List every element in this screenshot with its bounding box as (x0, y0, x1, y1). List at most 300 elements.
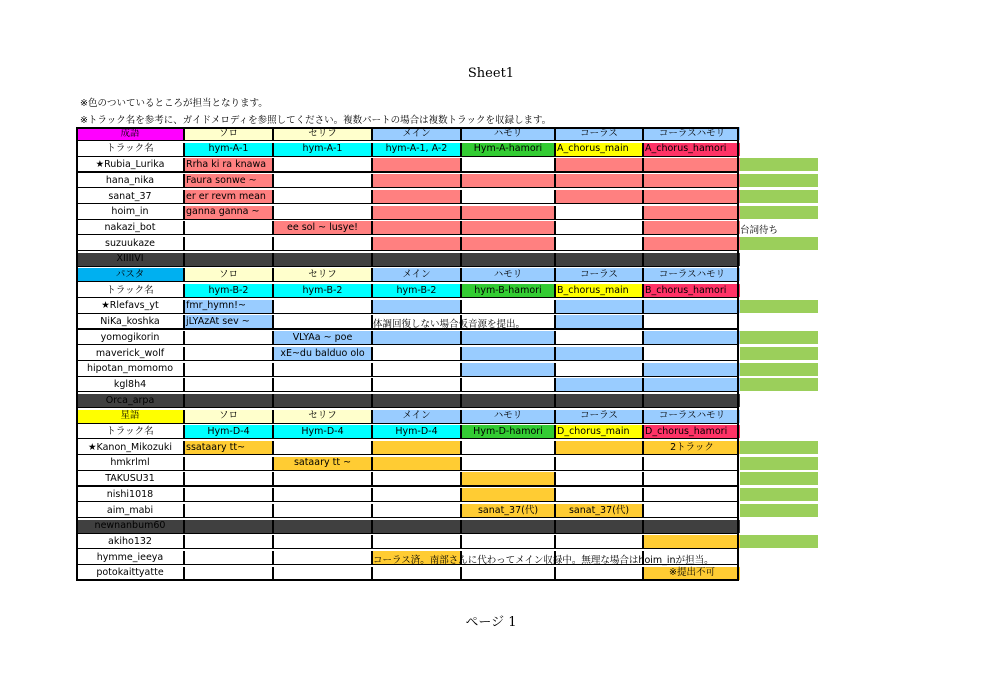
assignment-cell (462, 488, 554, 501)
section-name-text: 成語 (120, 127, 140, 139)
assignment-cell (462, 363, 554, 376)
assignment-cell (644, 441, 740, 454)
member-name-text: yomogikorin (100, 331, 160, 343)
assignment-cell (556, 363, 642, 376)
track-name-text: Hym-D-4 (207, 426, 250, 438)
track-name-text: hym-B-2 (302, 284, 343, 296)
column-header (373, 410, 460, 423)
assignment-cell (185, 206, 272, 219)
track-name-text: A_chorus_hamori (645, 143, 727, 155)
member-row (76, 441, 739, 455)
member-row (76, 315, 739, 329)
column-header-text: ハモリ (493, 127, 523, 139)
track-name-text: hym-B-2 (396, 284, 437, 296)
page-title: Sheet1 (467, 66, 515, 81)
assignment-cell (556, 315, 642, 328)
track-name-row (76, 425, 739, 439)
track-name (274, 284, 371, 297)
member-name-text: hmkrlml (110, 457, 150, 469)
assignment-cell-text: xE~du balduo olo (280, 347, 365, 359)
extra-column-fill (740, 472, 818, 485)
closing-cell (373, 253, 460, 266)
assignment-cell (373, 174, 460, 187)
member-row (76, 300, 739, 314)
column-header (644, 410, 740, 423)
assignment-cell (644, 331, 740, 344)
column-header (274, 410, 371, 423)
assignment-cell (373, 221, 460, 234)
member-name-text: akiho132 (108, 535, 152, 547)
assignment-cell (644, 567, 740, 580)
closing-name (77, 253, 183, 266)
assignment-cell (185, 504, 272, 517)
column-header (274, 127, 371, 140)
column-header (462, 127, 554, 140)
member-name (77, 237, 183, 250)
member-name-text: kgl8h4 (113, 378, 147, 390)
member-name (77, 472, 183, 485)
extra-column-fill (740, 331, 818, 344)
track-name (462, 143, 554, 156)
assignment-cell (644, 206, 740, 219)
column-header (556, 127, 642, 140)
assignment-cell (185, 378, 272, 391)
assignment-cell (274, 488, 371, 501)
member-row (76, 331, 739, 345)
member-name-text: newnanbum60 (94, 520, 166, 532)
assignment-cell (373, 520, 460, 533)
assignment-cell-text: sanat_37(代) (568, 504, 630, 516)
closing-name (77, 394, 183, 407)
member-row (76, 237, 739, 251)
assignment-cell (274, 190, 371, 203)
assignment-cell (556, 457, 642, 470)
member-row (76, 174, 739, 188)
closing-cell (185, 253, 272, 266)
assignment-cell (462, 221, 554, 234)
column-header-text: セリフ (308, 269, 337, 281)
assignment-cell (373, 237, 460, 250)
assignment-cell (274, 504, 371, 517)
closing-row (76, 253, 739, 267)
track-name-text: D_chorus_main (557, 426, 630, 438)
extra-column-fill (740, 488, 818, 501)
column-header-text: ハモリ (493, 269, 523, 281)
assignment-cell (556, 221, 642, 234)
assignment-cell (462, 300, 554, 313)
assignment-cell (556, 206, 642, 219)
track-name (644, 425, 740, 438)
extra-column-fill (740, 378, 818, 391)
member-row (76, 488, 739, 502)
assignment-cell-text: sanat_37(代) (477, 504, 539, 516)
assignment-cell (274, 457, 371, 470)
assignment-cell (462, 190, 554, 203)
assignment-cell (556, 520, 642, 533)
closing-cell (556, 253, 642, 266)
track-name (373, 143, 460, 156)
track-name (373, 284, 460, 297)
assignment-cell (462, 441, 554, 454)
track-name (644, 284, 740, 297)
assignment-cell (644, 472, 740, 485)
member-row (76, 206, 739, 220)
member-name (77, 300, 183, 313)
member-row (76, 567, 739, 581)
track-label (77, 143, 183, 156)
assignment-cell (274, 535, 371, 548)
assignment-cell (644, 158, 740, 171)
assignment-cell (556, 190, 642, 203)
member-name (77, 504, 183, 517)
closing-cell (644, 394, 740, 407)
assignment-cell (185, 315, 272, 328)
extra-column-fill (740, 300, 818, 313)
assignment-cell-text: ※提出不可 (669, 567, 715, 579)
member-row (76, 221, 779, 237)
section-name (77, 410, 183, 423)
assignment-cell (185, 237, 272, 250)
extra-column-fill (740, 174, 818, 187)
assignment-cell (274, 300, 371, 313)
assignment-cell-text: Rrha ki ra knawa (186, 159, 267, 171)
assignment-cell (644, 457, 740, 470)
assignment-cell (373, 488, 460, 501)
assignment-cell-text: fmr_hymn!~ (186, 300, 246, 312)
track-name-text: A_chorus_main (557, 143, 629, 155)
assignment-cell (185, 363, 272, 376)
member-name-text: aim_mabi (106, 504, 154, 516)
member-name (77, 535, 183, 548)
assignment-cell (185, 174, 272, 187)
assignment-cell (556, 535, 642, 548)
section-header-row (76, 268, 739, 282)
column-header (556, 268, 642, 281)
track-name-text: Hym-A-hamori (473, 143, 543, 155)
column-header-text: メイン (402, 269, 431, 281)
member-name-text: TAKUSU31 (105, 473, 155, 485)
assignment-cell (274, 441, 371, 454)
track-name (373, 425, 460, 438)
assignment-cell (185, 488, 272, 501)
assignment-cell (644, 174, 740, 187)
column-header (185, 410, 272, 423)
track-label-text: トラック名 (106, 143, 154, 155)
track-name-text: Hym-D-hamori (473, 426, 543, 438)
assignment-cell (462, 504, 554, 517)
assignment-cell (556, 504, 642, 517)
assignment-cell (274, 378, 371, 391)
member-row (76, 158, 739, 172)
column-header (462, 410, 554, 423)
member-name (77, 363, 183, 376)
member-name-text: nishi1018 (106, 488, 154, 500)
extra-column-fill (740, 158, 818, 171)
assignment-cell (556, 300, 642, 313)
column-header-text: ハモリ (493, 410, 523, 422)
assignment-cell (185, 300, 272, 313)
column-header (556, 410, 642, 423)
column-header-text: コーラス (580, 410, 618, 422)
closing-cell (462, 253, 554, 266)
assignment-cell (556, 237, 642, 250)
member-row (76, 190, 739, 204)
track-name (462, 425, 554, 438)
member-name (77, 158, 183, 171)
assignment-cell-text: Faura sonwe ~ (186, 174, 257, 186)
assignment-cell (644, 190, 740, 203)
member-name (77, 174, 183, 187)
assignment-cell (462, 457, 554, 470)
member-name-text: hoim_in (111, 206, 149, 218)
note-line-1: ※色のついているところが担当となります。 (80, 98, 268, 109)
track-name-text: hym-A-1 (302, 143, 343, 155)
extra-column-fill (740, 504, 818, 517)
column-header-text: セリフ (308, 410, 337, 422)
assignment-cell (274, 347, 371, 360)
assignment-cell (185, 472, 272, 485)
assignment-cell (185, 551, 272, 564)
extra-column-fill (740, 206, 818, 219)
extra-column-fill (740, 190, 818, 203)
assignment-cell (373, 378, 460, 391)
track-name (556, 425, 642, 438)
member-name-text: hymme_ieeya (96, 551, 164, 563)
member-row (76, 504, 739, 518)
assignment-cell (274, 551, 371, 564)
track-name-text: B_chorus_hamori (645, 284, 727, 296)
track-name (185, 143, 272, 156)
assignment-cell (462, 535, 554, 548)
section-name-text: 星語 (120, 410, 140, 422)
track-label-text: トラック名 (106, 426, 154, 438)
closing-name-text: Orca_arpa (105, 394, 155, 406)
closing-cell (644, 253, 740, 266)
assignment-cell (644, 300, 740, 313)
track-name-text: hym-A-1, A-2 (385, 143, 448, 155)
member-name-text: ★Kanon_Mikozuki (88, 441, 172, 453)
assignment-cell (185, 520, 272, 533)
member-name (77, 551, 183, 564)
member-name (77, 347, 183, 360)
member-name (77, 488, 183, 501)
extra-column-fill (740, 441, 818, 454)
assignment-cell (274, 237, 371, 250)
assignment-cell (185, 441, 272, 454)
member-row (76, 551, 739, 565)
assignment-cell (274, 206, 371, 219)
assignment-cell (644, 535, 740, 548)
assignment-cell (556, 347, 642, 360)
member-row (76, 363, 739, 377)
assignment-cell (556, 378, 642, 391)
assignment-cell (373, 206, 460, 219)
member-row (76, 472, 739, 486)
assignment-cell (644, 488, 740, 501)
member-name-text: sanat_37 (108, 190, 152, 202)
assignment-cell (556, 441, 642, 454)
member-name-text: NiKa_koshka (100, 316, 160, 328)
assignment-cell (274, 472, 371, 485)
member-name-text: maverick_wolf (95, 347, 165, 359)
track-name-row (76, 284, 739, 298)
assignment-cell (373, 190, 460, 203)
assignment-cell (373, 504, 460, 517)
assignment-cell (373, 158, 460, 171)
assignment-cell (644, 347, 740, 360)
track-name-text: hym-B-hamori (474, 284, 542, 296)
member-name-text: hana_nika (105, 174, 155, 186)
assignment-cell-text: jLYAzAt sev ~ (186, 316, 250, 328)
assignment-cell (373, 457, 460, 470)
extra-column-fill (740, 363, 818, 376)
closing-cell (274, 253, 371, 266)
track-name-text: B_chorus_main (557, 284, 629, 296)
track-name (556, 143, 642, 156)
assignment-cell-text: ssataary tt~ (186, 441, 246, 453)
track-name (556, 284, 642, 297)
column-header-text: コーラスハモリ (658, 127, 726, 139)
assignment-cell (185, 331, 272, 344)
assignment-cell-text: ee sol ~ lusye! (287, 221, 358, 233)
assignment-cell (644, 237, 740, 250)
assignment-cell (274, 331, 371, 344)
assignment-cell (274, 363, 371, 376)
column-header (462, 268, 554, 281)
assignment-cell (462, 331, 554, 344)
track-name-text: Hym-D-4 (301, 426, 344, 438)
member-name (77, 441, 183, 454)
track-label (77, 425, 183, 438)
assignment-cell (462, 378, 554, 391)
track-label-text: トラック名 (106, 284, 154, 296)
side-note: 台詞待ち (740, 225, 779, 237)
member-name-text: potokaittyatte (96, 567, 164, 579)
note-line-2: ※トラック名を参考に、ガイドメロディを参照してください。複数パートの場合は複数トラックを収録します。 (80, 115, 552, 126)
assignment-cell (373, 347, 460, 360)
column-header (373, 127, 460, 140)
track-name-text: D_chorus_hamori (645, 426, 728, 438)
track-label (77, 284, 183, 297)
member-name-text: ★Rubia_Lurika (95, 159, 165, 171)
column-header-text: セリフ (308, 127, 337, 139)
extra-column-fill (740, 535, 818, 548)
column-header-text: メイン (402, 410, 431, 422)
column-header-text: メイン (402, 127, 431, 139)
assignment-cell (462, 237, 554, 250)
member-name-text: nakazi_bot (104, 221, 156, 233)
assignment-cell-text: ganna ganna ~ (186, 206, 260, 218)
column-header-text: コーラスハモリ (658, 410, 726, 422)
column-header (644, 127, 740, 140)
track-name (185, 284, 272, 297)
assignment-cell (373, 331, 460, 344)
member-name (77, 331, 183, 344)
assignment-cell (644, 315, 740, 328)
column-header-text: コーラスハモリ (658, 269, 726, 281)
column-header (185, 268, 272, 281)
assignment-cell (556, 158, 642, 171)
member-name (77, 520, 183, 533)
assignment-cell (462, 206, 554, 219)
column-header (644, 268, 740, 281)
member-name (77, 457, 183, 470)
track-name (274, 425, 371, 438)
assignment-cell-text: VLYAa ~ poe (292, 331, 353, 343)
assignment-cell (373, 300, 460, 313)
section-header-row (76, 127, 739, 141)
column-header-text: ソロ (218, 410, 238, 422)
page-footer: ページ 1 (465, 615, 517, 630)
column-header-text: コーラス (580, 269, 618, 281)
closing-cell (185, 394, 272, 407)
assignment-cell (556, 331, 642, 344)
section-name (77, 268, 183, 281)
assignment-cell-text: 2トラック (670, 441, 714, 453)
assignment-cell (185, 535, 272, 548)
assignment-cell (373, 472, 460, 485)
assignment-cell (644, 504, 740, 517)
assignment-cell (185, 190, 272, 203)
closing-cell (373, 394, 460, 407)
assignment-cell (462, 347, 554, 360)
assignment-cell (556, 472, 642, 485)
column-header (373, 268, 460, 281)
track-name (462, 284, 554, 297)
member-name (77, 567, 183, 580)
member-name (77, 315, 183, 328)
member-row (76, 535, 739, 549)
assignment-cell (274, 315, 371, 328)
member-name-text: suzuukaze (105, 237, 155, 249)
member-name-text: ★Rlefavs_yt (101, 300, 159, 312)
section-name-text: パスタ (115, 269, 145, 281)
section-header-row (76, 410, 739, 424)
assignment-cell (373, 567, 460, 580)
overflow-note: 体調回復しない場合仮音源を提出。 (373, 319, 526, 331)
track-name (644, 143, 740, 156)
extra-column-fill (740, 237, 818, 250)
assignment-cell (185, 347, 272, 360)
assignment-cell (185, 567, 272, 580)
assignment-cell (185, 221, 272, 234)
assignment-cell (462, 158, 554, 171)
assignment-cell (644, 221, 740, 234)
assignment-cell (462, 472, 554, 485)
assignment-cell (373, 363, 460, 376)
member-name-text: hipotan_momomo (86, 363, 174, 375)
assignment-cell (185, 457, 272, 470)
track-name-text: hym-B-2 (208, 284, 249, 296)
closing-cell (462, 394, 554, 407)
assignment-cell (462, 520, 554, 533)
assignment-cell (274, 520, 371, 533)
assignment-cell (274, 158, 371, 171)
extra-column-fill (740, 457, 818, 470)
assignment-cell (274, 174, 371, 187)
assignment-cell (556, 174, 642, 187)
assignment-cell (462, 174, 554, 187)
assignment-cell (556, 488, 642, 501)
member-row (76, 520, 739, 534)
assignment-cell (373, 441, 460, 454)
assignment-cell (462, 567, 554, 580)
assignment-cell (644, 378, 740, 391)
closing-cell (556, 394, 642, 407)
closing-cell (274, 394, 371, 407)
column-header-text: コーラス (580, 127, 618, 139)
column-header (185, 127, 272, 140)
